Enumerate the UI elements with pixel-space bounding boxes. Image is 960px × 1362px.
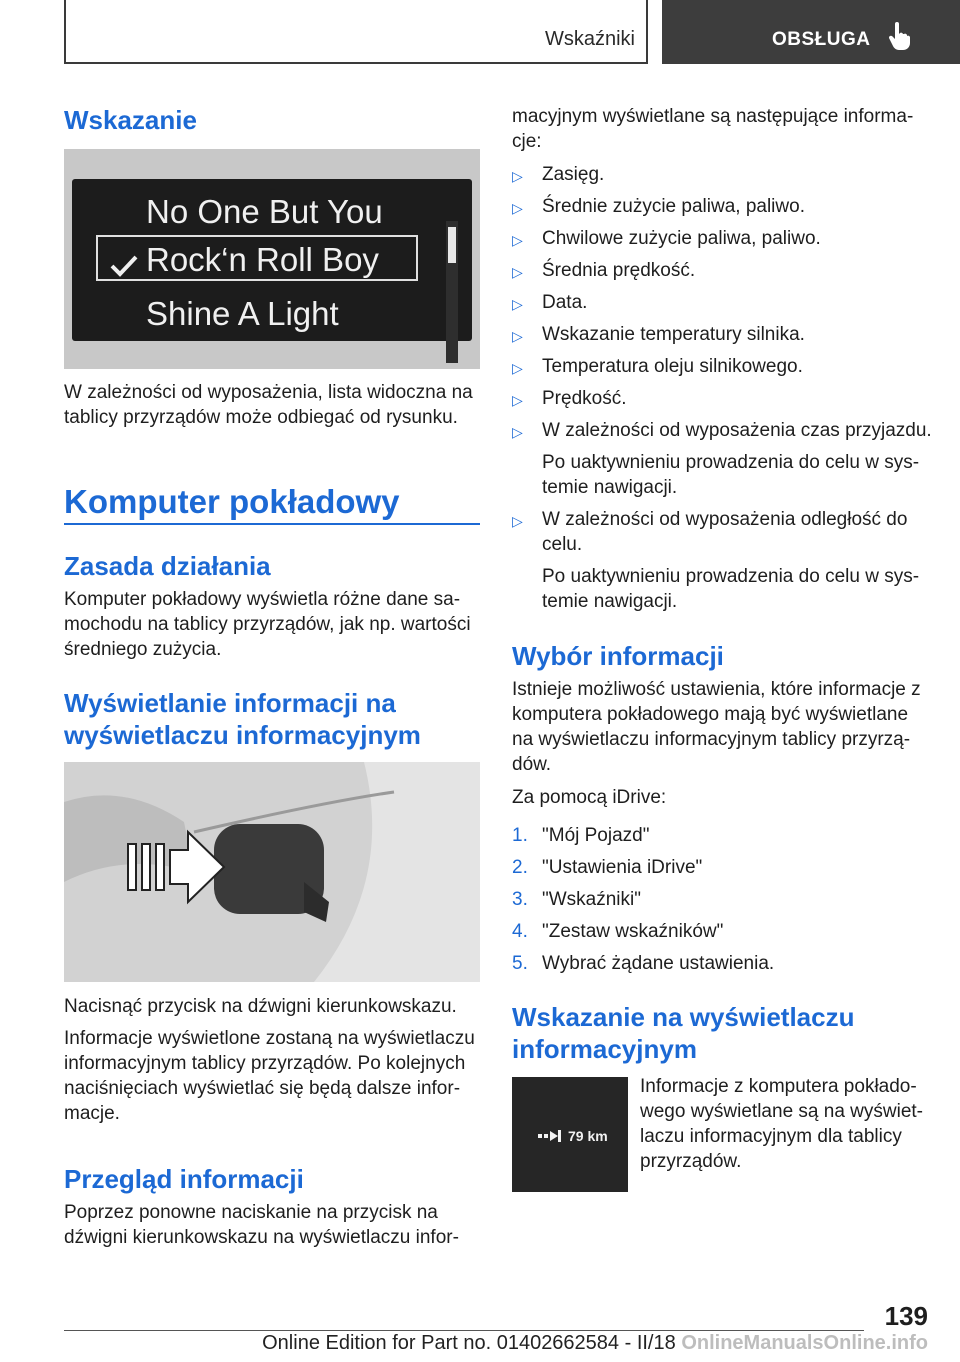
wybor-text: Istnieje możliwość ustawienia, które informacje z komputera pokładowego mają być wyświetlane na wyświetlaczu informacyjnym tablicy przyrzą- dów. xyxy=(512,679,921,775)
page-number: 139 xyxy=(884,1301,928,1331)
heading-wskazanie-wyswietlacz: Wskazanie na wyświetlaczu informacyjnym xyxy=(512,1002,855,1064)
triangle-bullet-icon: ▷ xyxy=(512,200,523,216)
list-item: No One But You xyxy=(146,193,383,230)
sub-note: Po uaktywnieniu prowadzenia do celu w sys- temie nawigacji. xyxy=(542,566,920,612)
triangle-bullet-icon: ▷ xyxy=(512,392,523,408)
heading-wskazanie: Wskazanie xyxy=(64,105,197,135)
triangle-bullet-icon: ▷ xyxy=(512,328,523,344)
checkmark-icon xyxy=(110,255,138,277)
przeglad-text: Poprzez ponowne naciskanie na przycisk na dźwigni kierunkowskazu na wyświetlaczu infor- xyxy=(64,1202,459,1248)
triangle-bullet-icon: ▷ xyxy=(512,424,523,440)
caption-2: Nacisnąć przycisk na dźwigni kierunkowskazu. xyxy=(64,996,457,1017)
range-value: 79 km xyxy=(568,1128,608,1144)
continued-text: macyjnym wyświetlane są następujące informa- cje: xyxy=(512,106,914,152)
heading-wybor-informacji: Wybór informacji xyxy=(512,641,724,671)
instrument-list-image xyxy=(64,149,480,369)
zasada-text: Komputer pokładowy wyświetla różne dane sa- mochodu na tablicy przyrządów, jak np. wartości średniego zużycia. xyxy=(64,589,471,660)
footer-edition: Online Edition for Part no. 01402662584 - II/18 OnlineManualsOnline.info xyxy=(262,1332,928,1354)
triangle-bullet-icon: ▷ xyxy=(512,232,523,248)
heading-rule xyxy=(64,523,480,525)
sub-note: Po uaktywnieniu prowadzenia do celu w sys- temie nawigacji. xyxy=(542,452,920,498)
triangle-bullet-icon: ▷ xyxy=(512,513,523,529)
footer-rule xyxy=(64,1330,864,1331)
triangle-bullet-icon: ▷ xyxy=(512,296,523,312)
image-3-caption: Informacje z komputera pokłado- wego wyświetlane są na wyświet- laczu informacyjnym dla tablicy przyrządów. xyxy=(640,1076,924,1172)
list-item-continuation: celu. xyxy=(542,534,583,555)
heading-wyswietlanie: Wyświetlanie informacji na wyświetlaczu informacyjnym xyxy=(64,688,421,750)
para-2: Informacje wyświetlone zostaną na wyświetlaczu informacyjnym tablicy przyrządów. Po kolejnych naciśnięciach wyświetlać się będą dalsze infor- macje. xyxy=(64,1028,475,1124)
heading-przeglad-informacji: Przegląd informacji xyxy=(64,1164,304,1194)
display-screen xyxy=(72,179,472,341)
lever-illustration xyxy=(64,762,480,982)
header-chapter-tab xyxy=(662,0,960,64)
turn-signal-lever-image xyxy=(64,762,480,982)
header-section: Wskaźniki xyxy=(544,28,635,50)
range-display-image xyxy=(512,1077,628,1192)
list-item-selected: Rock‘n Roll Boy xyxy=(146,241,379,278)
caption-1: W zależności od wyposażenia, lista widoczna na tablicy przyrządów może odbiegać od rysunku. xyxy=(64,382,473,428)
list-item: Shine A Light xyxy=(146,295,339,332)
pointing-hand-icon xyxy=(888,22,910,50)
scroll-thumb xyxy=(448,227,456,263)
heading-zasada-dzialania: Zasada działania xyxy=(64,551,271,581)
header-chapter: OBSŁUGA xyxy=(772,29,871,50)
range-arrow-icon xyxy=(538,1129,562,1143)
triangle-bullet-icon: ▷ xyxy=(512,264,523,280)
footer-watermark: OnlineManualsOnline.info xyxy=(681,1332,928,1354)
triangle-bullet-icon: ▷ xyxy=(512,168,523,184)
heading-komputer-pokladowy: Komputer pokładowy xyxy=(64,483,400,520)
triangle-bullet-icon: ▷ xyxy=(512,360,523,376)
za-pomoca-text: Za pomocą iDrive: xyxy=(512,787,667,808)
